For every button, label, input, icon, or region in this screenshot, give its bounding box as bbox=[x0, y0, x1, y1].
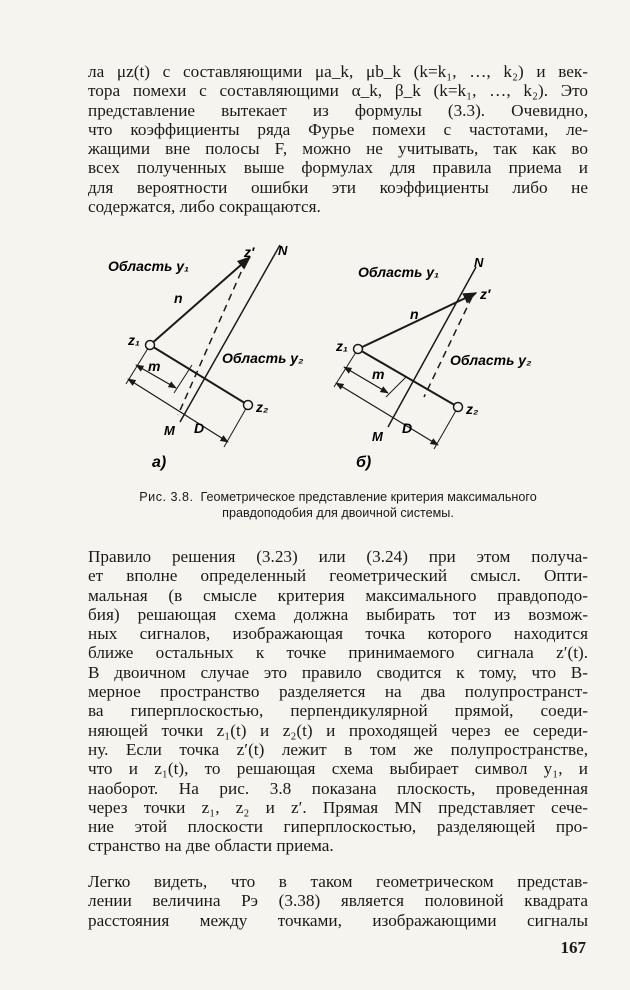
text-line: что и z₁(t), то решающая схема выбирает символ y₁, и bbox=[88, 759, 588, 779]
text-line: В двоичном случае это правило сводится к тому, что B- bbox=[88, 662, 588, 682]
label-D: D bbox=[402, 420, 413, 436]
text-line: тора помехи с составляющими α_k, β_k (k=k₁, …, k₂). Это bbox=[88, 81, 588, 101]
text-line: всех полученных выше формулах для правила приема и bbox=[88, 158, 588, 178]
text-line: для вероятности ошибки эти коэффициенты либо не bbox=[88, 177, 588, 197]
text-line: ва гиперплоскостью, перпендикулярной прямой, соеди- bbox=[88, 701, 588, 721]
figure-panel-a bbox=[108, 243, 303, 471]
paragraph-2 bbox=[88, 547, 588, 856]
point-z1 bbox=[146, 341, 155, 350]
text-line: что коэффициенты ряда Фурье помехи с частотами, ле- bbox=[88, 119, 588, 139]
figure-caption bbox=[88, 489, 588, 521]
text-line: ближе остальных к точке принимаемого сигнала z′(t). bbox=[88, 643, 588, 663]
label-region-y1: Область y₁ bbox=[108, 258, 190, 274]
text-line: жащими вне полосы F, можно не учитывать, так как во bbox=[88, 139, 588, 159]
paragraph-1 bbox=[88, 62, 588, 216]
text-line: мальная (в смысле критерия максимального правдоподо- bbox=[88, 585, 588, 605]
dim-D bbox=[128, 379, 228, 442]
label-N: N bbox=[474, 255, 484, 270]
panel-label-a: а) bbox=[152, 454, 167, 471]
text-line: няющей точки z₁(t) и z₂(t) и проходящей через ее середи- bbox=[88, 720, 588, 740]
caption-line-1: Геометрическое представление критерия максимального bbox=[200, 490, 537, 504]
text-line: наоборот. На рис. 3.8 показана плоскость, проведенная bbox=[88, 778, 588, 798]
text-line: через точки z₁, z₂ и z′. Прямая MN представляет сече- bbox=[88, 797, 588, 817]
text-line: странство на две области приема. bbox=[88, 836, 334, 856]
page-number: 167 bbox=[560, 938, 586, 957]
point-z1 bbox=[354, 345, 363, 354]
text-line: бия) решающая схема должна выбирать тот из возмож- bbox=[88, 604, 588, 624]
label-region-y2: Область y₂ bbox=[222, 350, 304, 366]
panel-label-b: б) bbox=[356, 454, 372, 471]
label-m: m bbox=[148, 358, 161, 374]
label-N: N bbox=[278, 243, 288, 258]
line-MN bbox=[180, 245, 280, 422]
label-m: m bbox=[372, 366, 385, 382]
text-line: ние этой плоскости гиперплоскостью, разделяющей про- bbox=[88, 817, 588, 837]
label-z1: z₁ bbox=[128, 332, 140, 348]
text-line: ла μz(t) с составляющими μa_k, μb_k (k=k₁, …, k₂) и век- bbox=[88, 62, 588, 81]
text-line: расстояния между точками, изображающими сигналы bbox=[88, 910, 588, 930]
caption-line-2: правдоподобия для двоичной системы. bbox=[222, 506, 454, 520]
label-z1: z₁ bbox=[336, 338, 348, 354]
label-D: D bbox=[194, 420, 205, 436]
paragraph-3 bbox=[88, 872, 588, 930]
text-line: ет вполне определенный геометрический смысл. Опти- bbox=[88, 566, 588, 586]
label-n: n bbox=[174, 290, 183, 306]
label-zprime: z′ bbox=[480, 286, 491, 302]
label-region-y2: Область y₂ bbox=[450, 352, 532, 368]
text-line: ных сигналов, изображающая точка которого находится bbox=[88, 624, 588, 644]
text-line: Правило решения (3.23) или (3.24) при этом получа- bbox=[88, 547, 588, 566]
text-line: Легко видеть, что в таком геометрическом представ- bbox=[88, 872, 588, 891]
label-zprime: z′ bbox=[244, 244, 255, 260]
text-line: представление вытекает из формулы (3.3). Очевидно, bbox=[88, 100, 588, 120]
text-line: ну. Если точка z′(t) лежит в том же полупространстве, bbox=[88, 739, 588, 759]
point-z2 bbox=[244, 401, 253, 410]
text-line: лении величина Pэ (3.38) является половиной квадрата bbox=[88, 891, 588, 911]
label-z2: z₂ bbox=[466, 401, 479, 417]
figure-3-8 bbox=[88, 237, 588, 487]
text-line: мерное пространство разделяется на два полупространст- bbox=[88, 682, 588, 702]
label-region-y1: Область y₁ bbox=[358, 264, 440, 280]
label-n: n bbox=[410, 306, 419, 322]
text-line: содержатся, либо сокращаются. bbox=[88, 197, 321, 217]
label-M: M bbox=[164, 423, 175, 438]
point-z2 bbox=[454, 403, 463, 412]
label-z2: z₂ bbox=[256, 399, 269, 415]
caption-label: Рис. 3.8. bbox=[139, 490, 194, 504]
line-MN bbox=[388, 267, 479, 427]
label-M: M bbox=[372, 429, 383, 444]
figure-panel-b bbox=[334, 255, 531, 471]
dashed-line bbox=[178, 261, 246, 415]
